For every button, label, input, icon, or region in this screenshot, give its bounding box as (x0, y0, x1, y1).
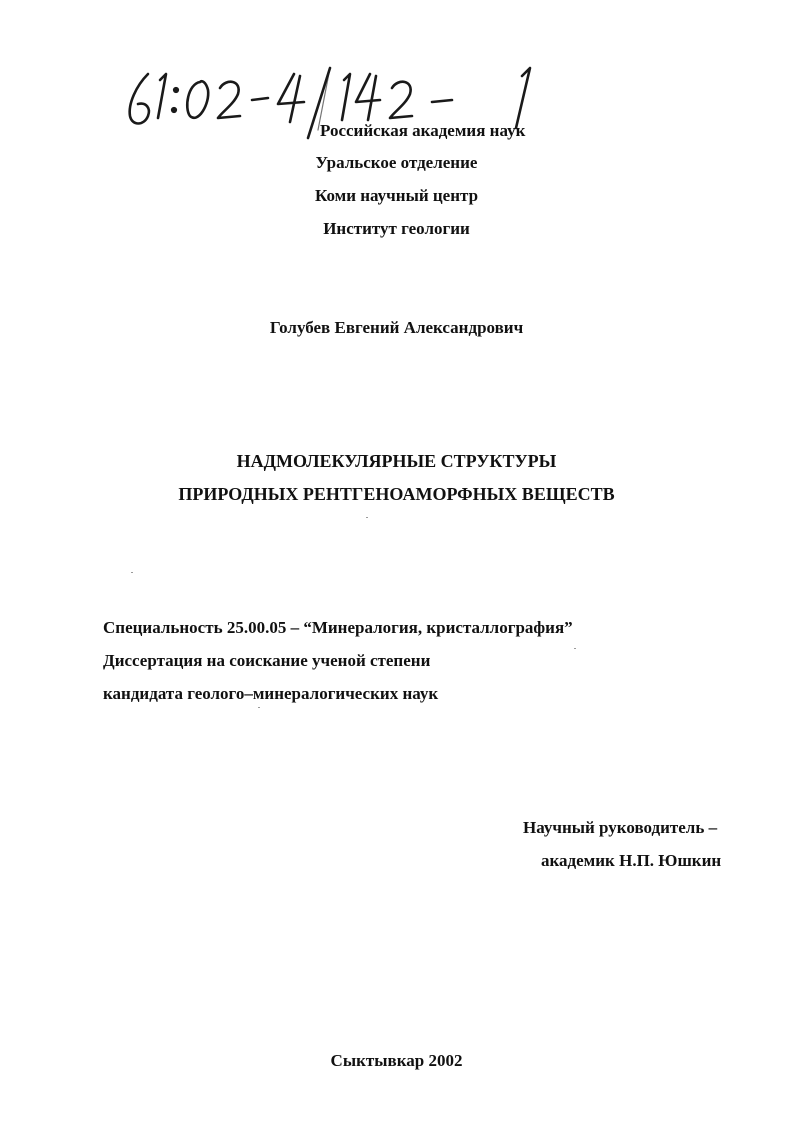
degree-line-2: кандидата геолого–минералогических наук (103, 684, 439, 703)
science-center-name: Коми научный центр (314, 186, 479, 205)
supervisor-label: Научный руководитель – (523, 818, 718, 837)
scan-speck (258, 707, 260, 708)
academy-name: Российская академия наук (320, 121, 526, 140)
thesis-title-line-2: ПРИРОДНЫХ РЕНТГЕНОАМОРФНЫХ ВЕЩЕСТВ (178, 484, 615, 504)
institute-name: Институт геологии (323, 219, 470, 238)
city-year: Сыктывкар 2002 (330, 1051, 463, 1070)
degree-line-1: Диссертация на соискание ученой степени (103, 651, 431, 670)
scan-speck (574, 648, 576, 649)
branch-name: Уральское отделение (315, 153, 478, 172)
thesis-title-line-1: НАДМОЛЕКУЛЯРНЫЕ СТРУКТУРЫ (236, 451, 557, 471)
scan-speck (131, 572, 133, 573)
author-name: Голубев Евгений Александрович (269, 318, 524, 337)
supervisor-name: академик Н.П. Юшкин (541, 851, 722, 870)
scan-speck (366, 517, 368, 518)
specialty-line: Специальность 25.00.05 – “Минералогия, кристаллография” (103, 618, 573, 637)
